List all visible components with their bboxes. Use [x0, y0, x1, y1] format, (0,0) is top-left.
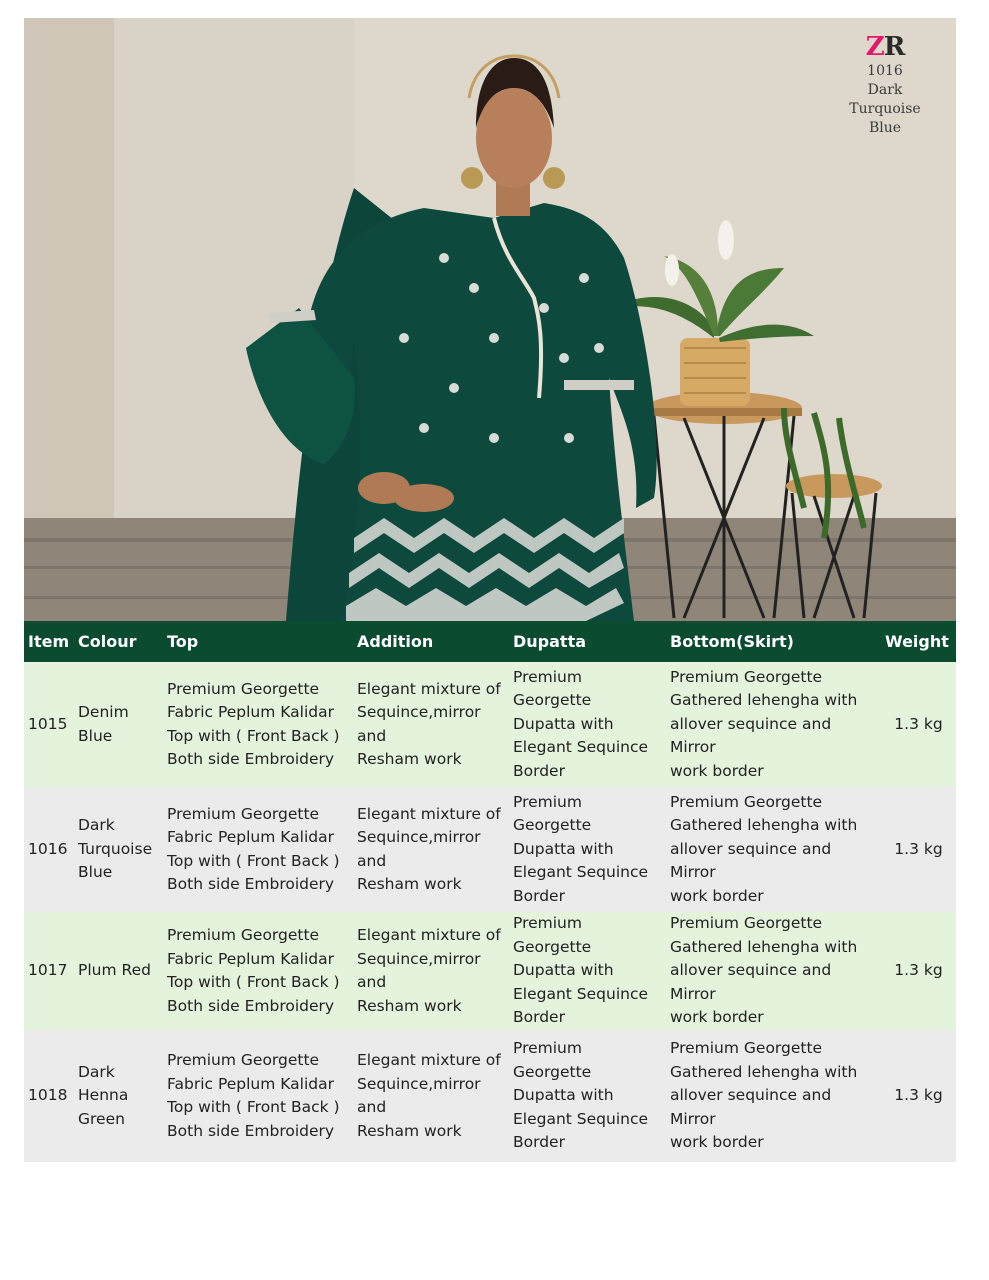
- top-line: Fabric Peplum Kalidar: [167, 1074, 334, 1093]
- table-row: [24, 787, 956, 912]
- top-line: Premium Georgette: [167, 926, 320, 944]
- colour-line: Plum Red: [78, 961, 151, 980]
- brand-item-number: 1016: [867, 63, 903, 79]
- cell-weight: 1.3 kg: [881, 912, 956, 1030]
- bottom-line: work border: [670, 886, 764, 905]
- dupatta-line: Dupatta with: [513, 961, 614, 980]
- addition-line: Resham work: [357, 875, 462, 893]
- dupatta-line: Premium Georgette: [513, 1039, 592, 1081]
- brand-colour-line2: Blue: [868, 120, 902, 136]
- cell-colour: [74, 1030, 163, 1162]
- colour-line: Blue: [78, 726, 113, 745]
- bottom-line: Gathered lehengha with: [670, 1062, 858, 1081]
- top-line: Fabric Peplum Kalidar: [167, 949, 334, 968]
- top-line: Both side Embroidery: [167, 996, 335, 1015]
- cell-addition: [353, 912, 509, 1030]
- colour-line: Henna: [78, 1086, 129, 1105]
- addition-line: Sequince,mirror and: [357, 1074, 481, 1116]
- table-row: [24, 912, 956, 1030]
- dupatta-line: Dupatta with: [513, 714, 614, 733]
- top-line: Top with ( Front Back ): [167, 851, 340, 870]
- bottom-line: Premium Georgette: [670, 914, 823, 933]
- addition-line: Resham work: [357, 750, 462, 768]
- dupatta-line: Elegant Sequince: [513, 738, 649, 757]
- cell-weight: 1.3 kg: [881, 662, 956, 787]
- top-line: Both side Embroidery: [167, 750, 335, 768]
- bottom-line: work border: [670, 1008, 764, 1027]
- cell-top: [163, 662, 353, 787]
- dupatta-line: Premium Georgette: [513, 914, 592, 956]
- top-line: Both side Embroidery: [167, 875, 335, 893]
- cell-dupatta: [509, 787, 666, 912]
- top-line: Top with ( Front Back ): [167, 973, 340, 991]
- table-row: [24, 1030, 956, 1162]
- cell-dupatta: [509, 662, 666, 787]
- colour-line: Denim: [78, 703, 129, 721]
- product-spec-table: [24, 621, 956, 1162]
- bottom-line: allover sequince and Mirror: [670, 839, 832, 882]
- cell-top: [163, 1030, 353, 1162]
- header-weight: Weight: [881, 621, 956, 662]
- cell-item: 1016: [24, 787, 74, 912]
- bottom-line: Premium Georgette: [670, 792, 823, 811]
- cell-addition: [353, 787, 509, 912]
- dupatta-line: Premium Georgette: [513, 792, 592, 835]
- cell-bottom: [666, 662, 881, 787]
- bottom-line: Gathered lehengha with: [670, 816, 858, 835]
- cell-top: [163, 912, 353, 1030]
- cell-item: 1015: [24, 662, 74, 787]
- dupatta-line: Border: [513, 886, 565, 905]
- cell-weight: 1.3 kg: [881, 1030, 956, 1162]
- header-bottom: Bottom(Skirt): [666, 621, 881, 662]
- cell-addition: [353, 1030, 509, 1162]
- dupatta-line: Dupatta with: [513, 1086, 614, 1105]
- bottom-line: Gathered lehengha with: [670, 691, 858, 710]
- table-header-row: [24, 621, 956, 662]
- cell-colour: [74, 912, 163, 1030]
- dupatta-line: Border: [513, 761, 565, 780]
- cell-dupatta: [509, 1030, 666, 1162]
- addition-line: Sequince,mirror and: [357, 949, 481, 991]
- addition-line: Elegant mixture of: [357, 804, 501, 823]
- addition-line: Sequince,mirror and: [357, 703, 481, 745]
- bottom-line: Gathered lehengha with: [670, 937, 858, 956]
- bottom-line: Premium Georgette: [670, 1039, 823, 1058]
- header-dupatta: Dupatta: [509, 621, 666, 662]
- cell-colour: [74, 662, 163, 787]
- bottom-line: Premium Georgette: [670, 667, 823, 686]
- dupatta-line: Elegant Sequince: [513, 1109, 649, 1128]
- table-row: [24, 662, 956, 787]
- brand-logo-mark: Z: [865, 32, 884, 62]
- header-top: Top: [163, 621, 353, 662]
- cell-bottom: [666, 787, 881, 912]
- bottom-line: work border: [670, 761, 764, 780]
- cell-weight: 1.3 kg: [881, 787, 956, 912]
- brand-logo-text: R: [883, 32, 905, 62]
- brand-label: [830, 32, 940, 138]
- dupatta-line: Elegant Sequince: [513, 984, 649, 1003]
- top-line: Premium Georgette: [167, 1051, 320, 1069]
- colour-line: Green: [78, 1109, 125, 1128]
- top-line: Premium Georgette: [167, 804, 320, 823]
- header-addition: Addition: [353, 621, 509, 662]
- addition-line: Elegant mixture of: [357, 679, 501, 698]
- dupatta-line: Premium Georgette: [513, 667, 592, 710]
- product-photo: [24, 18, 956, 621]
- cell-bottom: [666, 912, 881, 1030]
- header-item: Item: [24, 621, 74, 662]
- cell-colour: [74, 787, 163, 912]
- top-line: Top with ( Front Back ): [167, 1098, 340, 1116]
- addition-line: Elegant mixture of: [357, 926, 501, 944]
- bottom-line: allover sequince and Mirror: [670, 714, 832, 757]
- brand-logo: [830, 32, 940, 62]
- cell-top: [163, 787, 353, 912]
- model-illustration: [24, 18, 956, 621]
- dupatta-line: Elegant Sequince: [513, 863, 649, 882]
- top-line: Both side Embroidery: [167, 1121, 335, 1140]
- cell-dupatta: [509, 912, 666, 1030]
- top-line: Fabric Peplum Kalidar: [167, 703, 334, 721]
- bottom-line: allover sequince and Mirror: [670, 1086, 832, 1128]
- dupatta-line: Dupatta with: [513, 839, 614, 858]
- dupatta-line: Border: [513, 1133, 565, 1152]
- top-line: Premium Georgette: [167, 679, 320, 698]
- bottom-line: allover sequince and Mirror: [670, 961, 832, 1003]
- cell-item: 1018: [24, 1030, 74, 1162]
- top-line: Top with ( Front Back ): [167, 726, 340, 745]
- colour-line: Dark: [78, 1062, 115, 1081]
- cell-bottom: [666, 1030, 881, 1162]
- colour-line: Dark: [78, 816, 115, 835]
- cell-addition: [353, 662, 509, 787]
- addition-line: Sequince,mirror and: [357, 828, 481, 870]
- addition-line: Elegant mixture of: [357, 1051, 501, 1069]
- dupatta-line: Border: [513, 1008, 565, 1027]
- top-line: Fabric Peplum Kalidar: [167, 828, 334, 846]
- brand-colour-line1: Dark Turquoise: [849, 82, 921, 117]
- header-colour: Colour: [74, 621, 163, 662]
- bottom-line: work border: [670, 1133, 764, 1152]
- addition-line: Resham work: [357, 996, 462, 1015]
- cell-item: 1017: [24, 912, 74, 1030]
- colour-line: Turquoise: [78, 839, 153, 858]
- colour-line: Blue: [78, 863, 113, 882]
- addition-line: Resham work: [357, 1121, 462, 1140]
